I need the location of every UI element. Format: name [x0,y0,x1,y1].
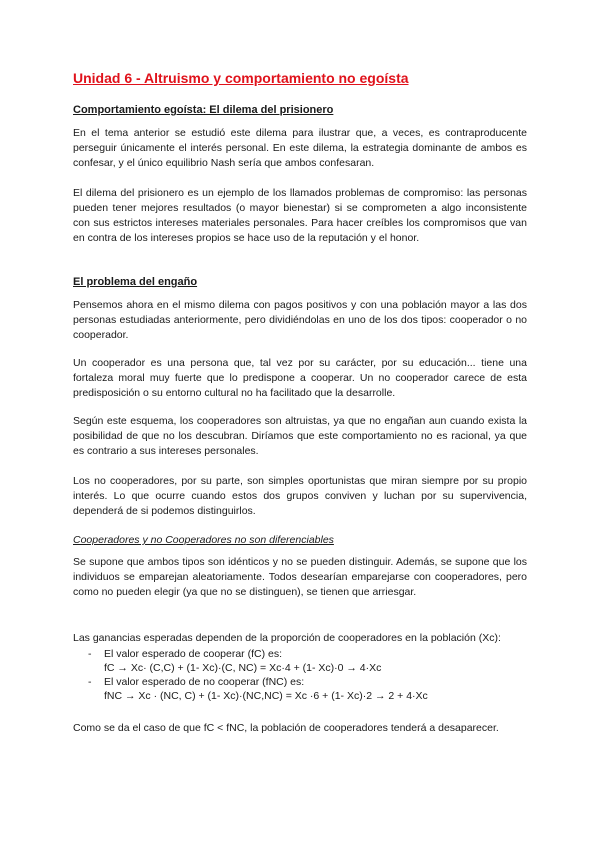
paragraph: Pensemos ahora en el mismo dilema con pagos positivos y con una población mayor a las dos personas estudiadas anteriormente, pero dividiéndolas en uno de los dos tipos: cooperador o no cooperador. [73,299,527,341]
paragraph: Los no cooperadores, por su parte, son simples oportunistas que miran siempre por su propio interés. Lo que ocurre cuando estos dos grupos conviven y luchan por su supervivencia, dependerá de si podemos distinguirlos. [73,475,527,517]
paragraph: Las ganancias esperadas dependen de la proporción de cooperadores en la población (Xc): [73,632,501,644]
subsection-heading-indistinguishable: Cooperadores y no Cooperadores no son diferenciables [73,534,334,546]
list-dash: - [88,648,92,660]
list-item [73,647,527,661]
paragraph: Según este esquema, los cooperadores son altruistas, ya que no engañan aun cuando exista la posibilidad de que no los descubran. Diríamos que este comportamiento no es racional, ya que es contrario a sus intereses personales. [73,415,527,457]
formula-fnc: fNC → Xc · (NC, C) + (1- Xc)·(NC,NC) = Xc ·6 + (1- Xc)·2 → 2 + 4·Xc [104,690,428,702]
formula-fc: fC → Xc· (C,C) + (1- Xc)·(C, NC) = Xc·4 + (1- Xc)·0 → 4·Xc [104,662,382,674]
list-item [73,675,527,689]
paragraph: Como se da el caso de que fC < fNC, la población de cooperadores tenderá a desaparecer. [73,722,499,734]
paragraph: Un cooperador es una persona que, tal vez por su carácter, por su educación... tiene una fortaleza moral muy fuerte que lo predispone a cooperar. Un no cooperador carece de esta predisposición o su entorno cultural no ha facilitado que la desarrolle. [73,357,527,399]
section-heading-prisoner-dilemma: Comportamiento egoísta: El dilema del prisionero [73,104,334,116]
page-title: Unidad 6 - Altruismo y comportamiento no egoísta [73,70,409,86]
section-heading-deception-problem: El problema del engaño [73,276,198,288]
list-item-label: El valor esperado de no cooperar (fNC) es: [104,676,305,688]
list-dash: - [88,676,92,688]
expected-value-list [73,647,527,703]
paragraph: Se supone que ambos tipos son idénticos y no se pueden distinguir. Además, se supone que los individuos se emparejan aleatoriamente. Todos desearían emparejarse con cooperadores, pero como no pueden elegir (ya que no se distinguen), se tienen que arriesgar. [73,556,527,598]
paragraph: En el tema anterior se estudió este dilema para ilustrar que, a veces, es contraproducente perseguir únicamente el interés personal. En este dilema, la estrategia dominante de ambos es confesar, y el único equilibrio Nash sería que ambos confesaran. [73,127,527,169]
paragraph: El dilema del prisionero es un ejemplo de los llamados problemas de compromiso: las personas pueden tener mejores resultados (o mayor bienestar) si se comprometen a algo inconsistente con sus estrictos intereses materiales personales. Para hacer creíbles los compromisos que van en contra de los intereses propios se hace uso de la reputación y el honor. [73,187,527,244]
list-item-label: El valor esperado de cooperar (fC) es: [104,648,283,660]
